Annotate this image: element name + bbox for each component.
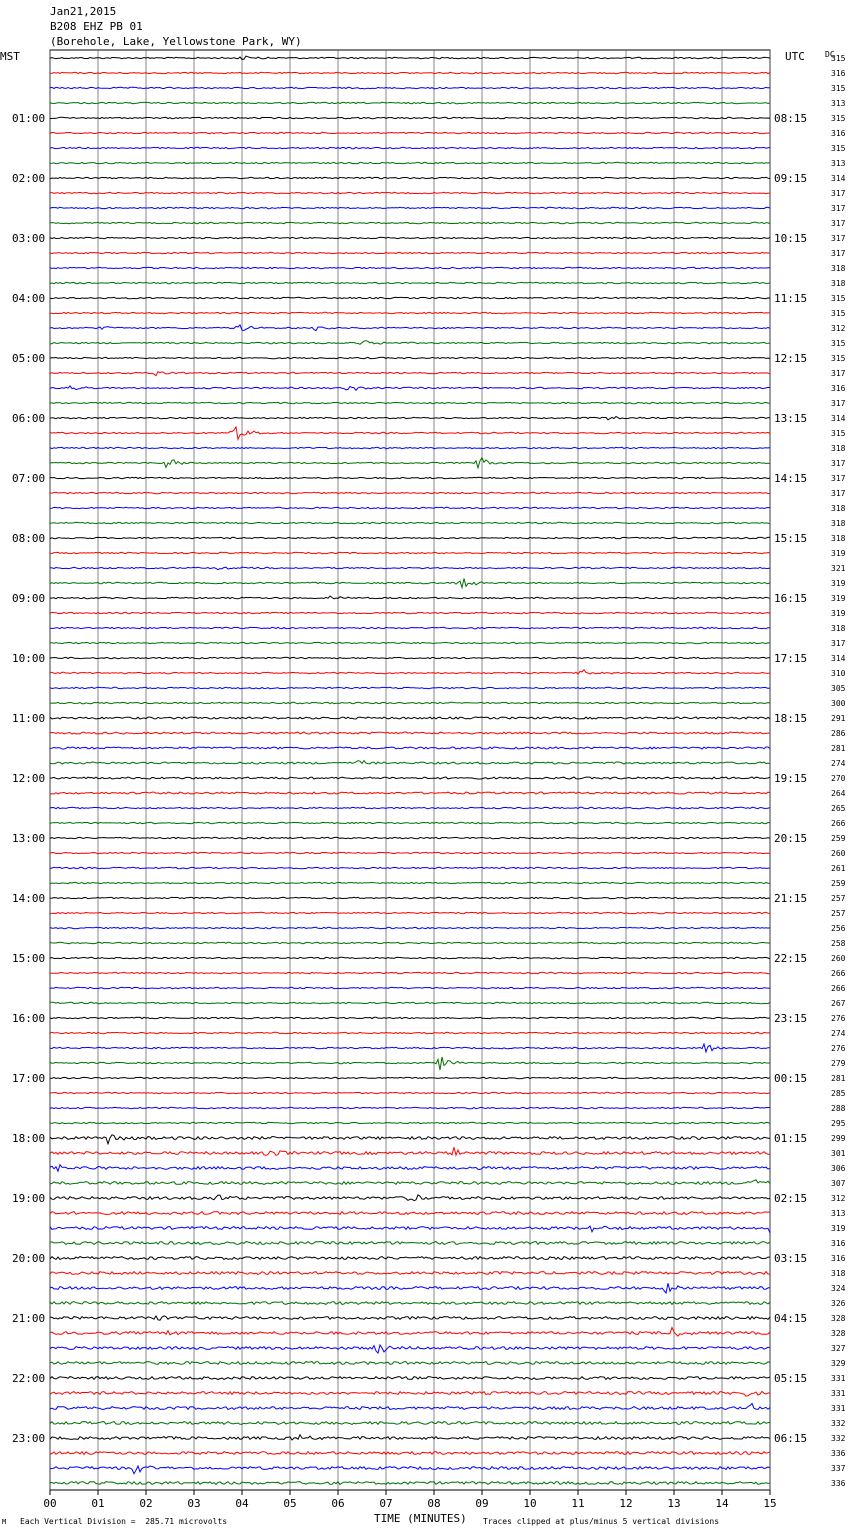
dc-value-label: 281 [831,744,846,753]
left-hour-label: 21:00 [12,1312,46,1325]
dc-value-label: 316 [831,1254,846,1263]
right-hour-label: 16:15 [774,592,808,605]
dc-value-label: 332 [831,1419,846,1428]
dc-value-label: 266 [831,969,846,978]
dc-value-label: 306 [831,1164,846,1173]
dc-value-label: 316 [831,1239,846,1248]
station-label: B208 EHZ PB 01 [50,20,143,33]
x-tick-label: 03 [187,1497,201,1510]
right-hour-label: 03:15 [774,1252,808,1265]
left-hour-label: 18:00 [12,1132,46,1145]
dc-value-label: 312 [831,1194,846,1203]
dc-value-label: 318 [831,444,846,453]
dc-value-label: 266 [831,984,846,993]
dc-value-label: 307 [831,1179,846,1188]
dc-value-label: 318 [831,264,846,273]
left-hour-label: 07:00 [12,472,46,485]
dc-value-label: 314 [831,174,846,183]
left-hour-label: 20:00 [12,1252,46,1265]
x-axis-label: TIME (MINUTES) [374,1512,467,1525]
dc-value-label: 260 [831,849,846,858]
dc-value-label: 257 [831,909,846,918]
dc-value-label: 317 [831,369,846,378]
right-hour-label: 13:15 [774,412,808,425]
dc-value-label: 314 [831,414,846,423]
dc-value-label: 318 [831,519,846,528]
dc-value-label: 318 [831,504,846,513]
x-tick-label: 01 [91,1497,105,1510]
dc-value-label: 295 [831,1119,846,1128]
right-hour-label: 21:15 [774,892,808,905]
dc-value-label: 274 [831,1029,846,1038]
dc-value-label: 319 [831,579,846,588]
dc-value-label: 317 [831,219,846,228]
right-hour-label: 22:15 [774,952,808,965]
right-hour-label: 18:15 [774,712,808,725]
x-tick-label: 02 [139,1497,153,1510]
x-tick-label: 07 [379,1497,393,1510]
dc-value-label: 317 [831,399,846,408]
right-hour-label: 12:15 [774,352,808,365]
dc-value-label: 315 [831,309,846,318]
dc-value-label: 259 [831,879,846,888]
dc-value-label: 265 [831,804,846,813]
dc-value-label: 336 [831,1479,846,1488]
dc-value-label: 317 [831,249,846,258]
left-hour-label: 06:00 [12,412,46,425]
dc-value-label: 310 [831,669,846,678]
dc-value-label: 318 [831,534,846,543]
dc-value-label: 285 [831,1089,846,1098]
right-hour-label: 02:15 [774,1192,808,1205]
dc-value-label: 332 [831,1434,846,1443]
dc-value-label: 267 [831,999,846,1008]
left-hour-label: 16:00 [12,1012,46,1025]
left-hour-label: 03:00 [12,232,46,245]
dc-value-label: 305 [831,684,846,693]
dc-value-label: 260 [831,954,846,963]
dc-value-label: 328 [831,1314,846,1323]
x-tick-label: 12 [619,1497,633,1510]
dc-value-label: 331 [831,1389,846,1398]
dc-value-label: 317 [831,189,846,198]
date-label: Jan21,2015 [50,5,117,18]
dc-value-label: 276 [831,1014,846,1023]
dc-value-label: 321 [831,564,846,573]
dc-value-label: 315 [831,84,846,93]
left-hour-label: 10:00 [12,652,46,665]
right-timezone-label: UTC [785,50,805,63]
dc-value-label: 299 [831,1134,846,1143]
right-hour-label: 19:15 [774,772,808,785]
dc-value-label: 316 [831,129,846,138]
dc-value-label: 315 [831,339,846,348]
dc-value-label: 313 [831,1209,846,1218]
right-hour-label: 01:15 [774,1132,808,1145]
dc-value-label: 319 [831,549,846,558]
left-hour-label: 05:00 [12,352,46,365]
dc-value-label: 318 [831,279,846,288]
x-tick-label: 11 [571,1497,585,1510]
dc-value-label: 315 [831,114,846,123]
right-hour-label: 23:15 [774,1012,808,1025]
dc-value-label: 328 [831,1329,846,1338]
right-hour-label: 15:15 [774,532,808,545]
dc-value-label: 319 [831,594,846,603]
dc-value-label: 279 [831,1059,846,1068]
dc-value-label: 315 [831,354,846,363]
x-tick-label: 15 [763,1497,777,1510]
right-hour-label: 10:15 [774,232,808,245]
left-hour-label: 14:00 [12,892,46,905]
location-label: (Borehole, Lake, Yellowstone Park, WY) [50,35,302,48]
right-hour-label: 05:15 [774,1372,808,1385]
x-tick-label: 14 [715,1497,729,1510]
x-tick-label: 05 [283,1497,297,1510]
right-hour-label: 17:15 [774,652,808,665]
dc-value-label: 286 [831,729,846,738]
left-hour-label: 19:00 [12,1192,46,1205]
dc-value-label: 276 [831,1044,846,1053]
corner-mark: M [2,1518,7,1526]
left-hour-label: 17:00 [12,1072,46,1085]
dc-value-label: 315 [831,294,846,303]
right-hour-label: 20:15 [774,832,808,845]
dc-value-label: 266 [831,819,846,828]
dc-value-label: 326 [831,1299,846,1308]
x-tick-label: 08 [427,1497,441,1510]
left-hour-label: 13:00 [12,832,46,845]
dc-value-label: 316 [831,69,846,78]
left-hour-label: 02:00 [12,172,46,185]
scale-note: Each Vertical Division = 285.71 microvolts [20,1517,228,1526]
right-hour-label: 11:15 [774,292,808,305]
left-hour-label: 23:00 [12,1432,46,1445]
dc-value-label: 258 [831,939,846,948]
dc-value-label: 264 [831,789,846,798]
dc-value-label: 317 [831,234,846,243]
left-hour-label: 08:00 [12,532,46,545]
dc-value-label: 300 [831,699,846,708]
x-tick-label: 09 [475,1497,489,1510]
dc-value-label: 301 [831,1149,846,1158]
dc-value-label: 329 [831,1359,846,1368]
dc-value-label: 337 [831,1464,846,1473]
left-hour-label: 04:00 [12,292,46,305]
dc-value-label: 324 [831,1284,846,1293]
left-hour-label: 01:00 [12,112,46,125]
clip-note: Traces clipped at plus/minus 5 vertical divisions [483,1517,720,1526]
right-hour-label: 09:15 [774,172,808,185]
left-hour-label: 09:00 [12,592,46,605]
dc-value-label: 336 [831,1449,846,1458]
dc-value-label: 274 [831,759,846,768]
dc-value-label: 317 [831,459,846,468]
dc-header-label: DC [825,50,835,59]
dc-value-label: 317 [831,474,846,483]
dc-value-label: 270 [831,774,846,783]
dc-value-label: 317 [831,489,846,498]
dc-value-label: 318 [831,624,846,633]
right-hour-label: 08:15 [774,112,808,125]
x-tick-label: 04 [235,1497,249,1510]
dc-value-label: 331 [831,1374,846,1383]
dc-value-label: 281 [831,1074,846,1083]
x-tick-label: 13 [667,1497,681,1510]
dc-value-label: 313 [831,99,846,108]
dc-value-label: 257 [831,894,846,903]
left-timezone-label: MST [0,50,20,63]
dc-value-label: 288 [831,1104,846,1113]
x-tick-label: 06 [331,1497,345,1510]
dc-value-label: 315 [831,144,846,153]
x-tick-label: 10 [523,1497,537,1510]
dc-value-label: 315 [831,54,846,63]
dc-value-label: 318 [831,1269,846,1278]
left-hour-label: 22:00 [12,1372,46,1385]
dc-value-label: 314 [831,654,846,663]
dc-value-label: 261 [831,864,846,873]
right-hour-label: 06:15 [774,1432,808,1445]
dc-value-label: 331 [831,1404,846,1413]
dc-value-label: 315 [831,429,846,438]
right-hour-label: 14:15 [774,472,808,485]
right-hour-label: 00:15 [774,1072,808,1085]
dc-value-label: 317 [831,639,846,648]
dc-value-label: 291 [831,714,846,723]
dc-value-label: 313 [831,159,846,168]
dc-value-label: 317 [831,204,846,213]
right-hour-label: 04:15 [774,1312,808,1325]
dc-value-label: 319 [831,1224,846,1233]
dc-value-label: 256 [831,924,846,933]
dc-value-label: 312 [831,324,846,333]
dc-value-label: 259 [831,834,846,843]
left-hour-label: 12:00 [12,772,46,785]
x-tick-label: 00 [43,1497,57,1510]
left-hour-label: 11:00 [12,712,46,725]
dc-value-label: 327 [831,1344,846,1353]
dc-value-label: 319 [831,609,846,618]
dc-value-label: 316 [831,384,846,393]
left-hour-label: 15:00 [12,952,46,965]
